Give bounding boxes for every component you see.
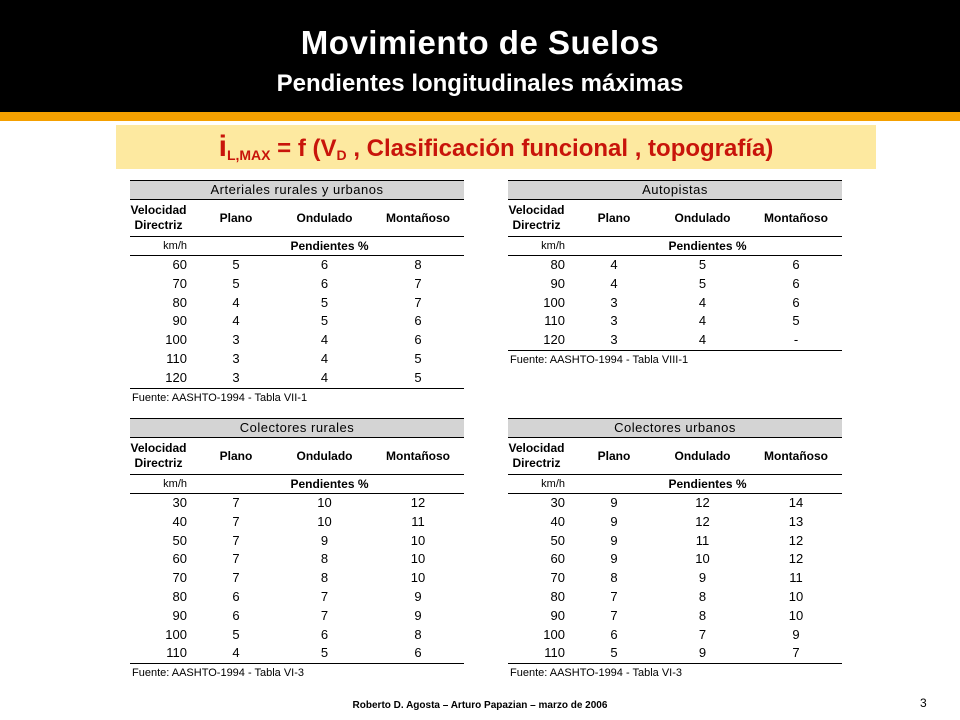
column-header-montanoso: Montañoso xyxy=(386,448,450,463)
table-row xyxy=(130,644,464,663)
table-cell: 7 xyxy=(414,294,422,310)
table-cell: 5 xyxy=(320,313,329,329)
table-cell: 11 xyxy=(411,513,425,529)
table-row xyxy=(508,626,842,645)
column-header-ondulado: Ondulado xyxy=(296,448,353,463)
table-cell: 6 xyxy=(414,645,422,661)
table-cell: 10 xyxy=(410,551,426,567)
table-row xyxy=(130,350,464,369)
table-cell: 70 xyxy=(172,275,187,291)
table-cell: 5 xyxy=(792,313,800,329)
table-cell: 7 xyxy=(320,607,329,623)
table-source: Fuente: AASHTO-1994 - Tabla VIII-1 xyxy=(510,353,689,366)
table-cell: 8 xyxy=(698,588,707,604)
table-cell: 9 xyxy=(610,532,618,548)
table-cell: 9 xyxy=(414,588,422,604)
table-cell: 9 xyxy=(792,626,800,642)
table-row xyxy=(130,532,464,551)
table-cell: 4 xyxy=(232,294,240,310)
table-cell: 6 xyxy=(320,257,329,272)
column-header-plano: Plano xyxy=(597,448,631,463)
column-header-velocidad: Velocidad Directriz xyxy=(508,441,565,470)
table-row xyxy=(130,256,464,275)
slide-title: Movimiento de Suelos xyxy=(300,24,660,61)
table-cell: 120 xyxy=(165,369,187,385)
table-cell: 100 xyxy=(165,332,187,348)
formula-mid: = f (V xyxy=(270,135,337,162)
table-cell: 6 xyxy=(792,294,800,310)
table-cell: 10 xyxy=(788,588,804,604)
table-cell: 10 xyxy=(788,607,804,623)
table-row xyxy=(508,550,842,569)
table-cell: 110 xyxy=(544,313,565,329)
table-arteriales xyxy=(130,180,464,404)
column-header-row xyxy=(130,200,464,237)
column-header-row xyxy=(508,200,842,237)
table-body xyxy=(508,256,842,351)
table-cell: 7 xyxy=(320,588,329,604)
table-colectores-urbanos xyxy=(508,418,842,679)
column-header-plano: Plano xyxy=(597,210,631,225)
table-cell: 9 xyxy=(698,645,707,661)
table-cell: 8 xyxy=(414,626,422,642)
table-cell: 6 xyxy=(610,626,618,642)
table-row xyxy=(130,588,464,607)
table-row xyxy=(130,569,464,588)
table-source: Fuente: AASHTO-1994 - Tabla VII-1 xyxy=(132,391,308,404)
table-cell: 7 xyxy=(232,513,240,529)
table-cell: 90 xyxy=(550,607,565,623)
table-row xyxy=(130,369,464,388)
table-row xyxy=(508,513,842,532)
table-cell: 4 xyxy=(232,313,240,329)
table-cell: 90 xyxy=(172,607,187,623)
table-cell: 3 xyxy=(610,332,618,348)
column-header-velocidad: Velocidad Directriz xyxy=(130,203,187,232)
table-title: Colectores rurales xyxy=(130,418,464,438)
table-title: Colectores urbanos xyxy=(508,418,842,438)
table-cell: 3 xyxy=(232,369,240,385)
table-cell: 6 xyxy=(792,257,800,272)
table-cell: 10 xyxy=(410,570,426,586)
table-cell: 5 xyxy=(320,294,329,310)
table-cell: - xyxy=(793,332,799,348)
table-row xyxy=(508,294,842,313)
table-cell: 100 xyxy=(543,626,565,642)
table-cell: 4 xyxy=(698,332,707,348)
column-header-ondulado: Ondulado xyxy=(674,448,731,463)
column-header-montanoso: Montañoso xyxy=(386,210,450,225)
table-cell: 90 xyxy=(172,313,187,329)
table-cell: 5 xyxy=(698,275,707,291)
formula-banner xyxy=(116,125,876,169)
table-cell: 10 xyxy=(317,495,332,510)
pendientes-label: Pendientes % xyxy=(668,477,747,491)
table-row xyxy=(130,494,464,513)
table-cell: 5 xyxy=(610,645,618,661)
table-row xyxy=(130,312,464,331)
table-cell: 100 xyxy=(543,294,565,310)
formula-i-subscript: L,MAX xyxy=(226,147,271,163)
table-cell: 80 xyxy=(172,588,187,604)
table-cell: 60 xyxy=(172,257,187,272)
table-row xyxy=(508,532,842,551)
table-cell: 12 xyxy=(410,495,426,510)
table-cell: 8 xyxy=(320,570,329,586)
pendientes-label: Pendientes % xyxy=(290,239,369,253)
table-row xyxy=(130,513,464,532)
unit-label: km/h xyxy=(541,478,565,490)
table-cell: 10 xyxy=(317,513,332,529)
table-cell: 30 xyxy=(172,495,187,510)
table-cell: 70 xyxy=(550,570,565,586)
table-cell: 120 xyxy=(543,332,565,348)
table-cell: 10 xyxy=(410,532,426,548)
table-cell: 110 xyxy=(544,645,565,661)
table-cell: 3 xyxy=(232,332,240,348)
column-header-velocidad: Velocidad Directriz xyxy=(508,203,565,232)
table-row xyxy=(130,331,464,350)
table-cell: 9 xyxy=(698,570,707,586)
table-cell: 7 xyxy=(792,645,800,661)
column-header-row xyxy=(508,438,842,475)
table-cell: 7 xyxy=(232,532,240,548)
column-header-plano: Plano xyxy=(219,210,253,225)
table-cell: 8 xyxy=(610,570,618,586)
table-cell: 7 xyxy=(414,275,422,291)
table-autopistas xyxy=(508,180,842,366)
table-cell: 5 xyxy=(232,626,240,642)
table-row xyxy=(508,275,842,294)
table-cell: 11 xyxy=(695,532,710,548)
column-header-row xyxy=(130,438,464,475)
table-cell: 4 xyxy=(610,257,618,272)
table-cell: 40 xyxy=(172,513,187,529)
table-cell: 12 xyxy=(695,513,710,529)
table-cell: 60 xyxy=(550,551,565,567)
table-cell: 100 xyxy=(165,626,187,642)
units-row xyxy=(508,237,842,256)
column-header-ondulado: Ondulado xyxy=(674,210,731,225)
table-cell: 4 xyxy=(320,332,329,348)
table-cell: 9 xyxy=(610,495,618,510)
table-cell: 7 xyxy=(698,626,707,642)
column-header-plano: Plano xyxy=(219,448,253,463)
table-cell: 9 xyxy=(320,532,329,548)
table-cell: 40 xyxy=(550,513,565,529)
table-cell: 8 xyxy=(698,607,707,623)
table-cell: 4 xyxy=(232,645,240,661)
table-cell: 5 xyxy=(232,257,240,272)
unit-label: km/h xyxy=(541,240,565,252)
column-header-montanoso: Montañoso xyxy=(764,448,828,463)
table-row xyxy=(508,312,842,331)
units-row xyxy=(508,475,842,494)
table-row xyxy=(130,275,464,294)
units-row xyxy=(130,475,464,494)
table-body xyxy=(130,256,464,389)
column-header-ondulado: Ondulado xyxy=(296,210,353,225)
table-cell: 7 xyxy=(610,607,618,623)
formula-tail: , Clasificación funcional , topografía) xyxy=(346,135,774,162)
table-source: Fuente: AASHTO-1994 - Tabla VI-3 xyxy=(510,667,683,680)
table-cell: 110 xyxy=(166,645,187,661)
table-colectores-rurales xyxy=(130,418,464,679)
slide-subtitle: Pendientes longitudinales máximas xyxy=(276,70,684,97)
table-row xyxy=(130,550,464,569)
table-cell: 10 xyxy=(695,551,710,567)
table-row xyxy=(508,331,842,350)
table-cell: 90 xyxy=(550,275,565,291)
table-cell: 3 xyxy=(610,313,618,329)
table-cell: 13 xyxy=(788,513,804,529)
table-cell: 6 xyxy=(414,313,422,329)
page-number: 3 xyxy=(920,696,927,710)
table-cell: 3 xyxy=(232,350,240,366)
table-body xyxy=(508,494,842,664)
table-cell: 7 xyxy=(610,588,618,604)
table-row xyxy=(130,607,464,626)
table-cell: 8 xyxy=(320,551,329,567)
footer-authors: Roberto D. Agosta – Arturo Papazian – marzo de 2006 xyxy=(352,700,608,711)
table-cell: 4 xyxy=(698,313,707,329)
table-cell: 80 xyxy=(550,588,565,604)
table-cell: 7 xyxy=(232,570,240,586)
table-cell: 9 xyxy=(610,513,618,529)
table-cell: 50 xyxy=(550,532,565,548)
table-cell: 4 xyxy=(320,369,329,385)
formula-i: i xyxy=(218,130,227,163)
table-cell: 7 xyxy=(232,551,240,567)
formula-v-subscript: D xyxy=(336,147,347,163)
table-cell: 11 xyxy=(789,570,803,586)
table-cell: 12 xyxy=(788,532,804,548)
table-row xyxy=(508,607,842,626)
pendientes-label: Pendientes % xyxy=(668,239,747,253)
table-cell: 12 xyxy=(788,551,804,567)
table-row xyxy=(508,256,842,275)
unit-label: km/h xyxy=(163,240,187,252)
table-cell: 14 xyxy=(788,495,804,510)
slide-header xyxy=(0,0,960,112)
table-cell: 60 xyxy=(172,551,187,567)
table-row xyxy=(508,644,842,663)
table-cell: 9 xyxy=(610,551,618,567)
pendientes-label: Pendientes % xyxy=(290,477,369,491)
table-row xyxy=(508,569,842,588)
table-cell: 6 xyxy=(320,275,329,291)
column-header-velocidad: Velocidad Directriz xyxy=(130,441,187,470)
table-row xyxy=(508,588,842,607)
table-cell: 12 xyxy=(695,495,710,510)
column-header-montanoso: Montañoso xyxy=(764,210,828,225)
units-row xyxy=(130,237,464,256)
accent-bar xyxy=(0,112,960,121)
table-cell: 6 xyxy=(414,332,422,348)
table-cell: 4 xyxy=(320,350,329,366)
table-cell: 7 xyxy=(232,495,240,510)
table-row xyxy=(508,494,842,513)
table-cell: 80 xyxy=(172,294,187,310)
table-cell: 4 xyxy=(610,275,618,291)
table-cell: 5 xyxy=(414,350,422,366)
table-cell: 8 xyxy=(414,257,422,272)
table-cell: 6 xyxy=(232,588,240,604)
table-body xyxy=(130,494,464,664)
table-cell: 80 xyxy=(550,257,565,272)
table-cell: 9 xyxy=(414,607,422,623)
unit-label: km/h xyxy=(163,478,187,490)
table-cell: 6 xyxy=(792,275,800,291)
table-row xyxy=(130,294,464,313)
table-cell: 30 xyxy=(550,495,565,510)
table-title: Arteriales rurales y urbanos xyxy=(130,180,464,200)
table-cell: 4 xyxy=(698,294,707,310)
table-cell: 5 xyxy=(232,275,240,291)
table-cell: 70 xyxy=(172,570,187,586)
table-source: Fuente: AASHTO-1994 - Tabla VI-3 xyxy=(132,667,305,680)
table-cell: 6 xyxy=(320,626,329,642)
table-cell: 5 xyxy=(698,257,707,272)
table-cell: 110 xyxy=(166,350,187,366)
table-cell: 5 xyxy=(320,645,329,661)
table-cell: 5 xyxy=(414,369,422,385)
table-cell: 6 xyxy=(232,607,240,623)
table-row xyxy=(130,626,464,645)
table-cell: 50 xyxy=(172,532,187,548)
table-cell: 3 xyxy=(610,294,618,310)
table-title: Autopistas xyxy=(508,180,842,200)
